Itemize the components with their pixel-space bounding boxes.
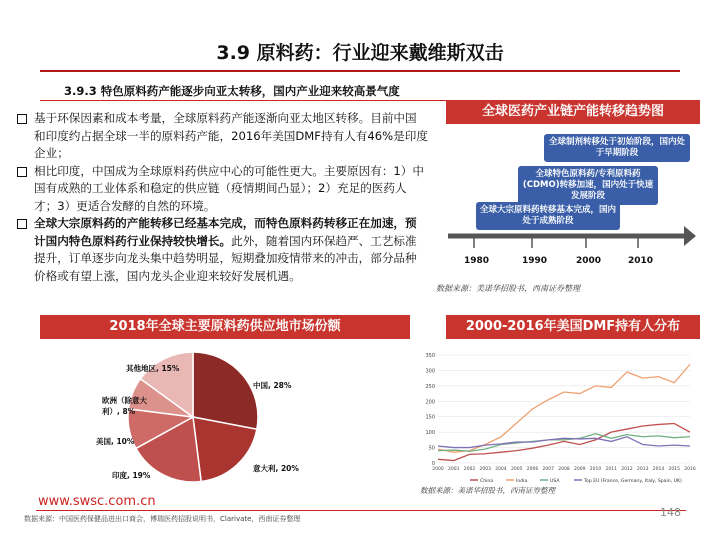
line-chart — [420, 345, 710, 495]
bullet-list — [16, 110, 428, 285]
bullet-item — [16, 110, 428, 163]
timeline-year: 2000 — [576, 256, 602, 266]
timeline-stage-box: 全球制剂转移处于初始阶段，国内处于早期阶段 — [544, 134, 690, 162]
y-tick-label: 100 — [425, 430, 435, 437]
x-tick-label: 2009 — [574, 467, 586, 472]
pie-slice — [193, 417, 257, 481]
pie-slice — [193, 352, 258, 429]
timeline-stage-box: 全球大宗原料药转移基本完成，国内处于成熟阶段 — [476, 202, 620, 230]
series-line — [438, 424, 690, 461]
timeline-year: 1980 — [464, 256, 490, 266]
subheading-divider — [40, 100, 460, 101]
x-tick-label: 2016 — [684, 467, 696, 472]
timeline-stage-box: 全球特色原料药/专利原料药(CDMO)转移加速，国内处于快速发展阶段 — [518, 166, 658, 205]
series-line — [438, 437, 690, 448]
section-subheading: 3.9.3 特色原料药产能逐步向亚太转移，国内产业迎来较高景气度 — [64, 84, 400, 98]
line-chart-banner: 2000-2016年美国DMF持有人分布 — [446, 315, 700, 339]
checkbox-bullet-icon — [17, 219, 27, 229]
y-tick-label: 150 — [425, 414, 435, 421]
legend-label: China — [480, 479, 494, 484]
pie-label: 中国, 28% — [253, 381, 292, 390]
legend-label: India — [516, 479, 528, 484]
series-line — [438, 364, 690, 452]
bullet-text: 基于环保因素和成本考量，全球原料药产能逐渐向亚太地区转移。目前中国和印度约占据全球一半的原料药产能，2016年美国DMF持有人有46%是印度企业； — [34, 111, 428, 160]
bullet-bold-text: 全球大宗原料药的产能转移已经基本完成，而特色原料药转移正在加速，预计国内特色原料药行业保持较快增长。 — [34, 216, 417, 248]
legend-label: USA — [550, 479, 560, 484]
x-tick-label: 2006 — [526, 467, 539, 472]
y-tick-label: 200 — [425, 399, 435, 406]
y-tick-label: 0 — [431, 461, 435, 467]
bullet-item — [16, 215, 428, 285]
x-tick-label: 2004 — [495, 467, 507, 472]
pie-label: 印度, 19% — [112, 471, 151, 480]
bullet-text: 此外，随着国内环保趋严、工艺标准提升，订单逐步向龙头集中趋势明显，短期叠加疫情带来的冲击，部分品种价格或有望上涨，国内龙头企业迎来较好发展机遇。 — [34, 233, 417, 283]
x-tick-label: 2003 — [479, 467, 491, 472]
x-tick-label: 2001 — [448, 467, 460, 472]
legend-label: Top EU (France, Germany, Italy, Spain, UK) — [584, 479, 682, 484]
y-tick-label: 50 — [428, 445, 435, 452]
pie-label: 利）, 8% — [102, 407, 136, 416]
x-tick-label: 2015 — [668, 467, 680, 472]
footer-divider — [36, 510, 686, 511]
x-tick-label: 2012 — [621, 467, 633, 472]
y-tick-label: 350 — [425, 353, 435, 359]
x-tick-label: 2000 — [432, 467, 444, 472]
x-tick-label: 2013 — [637, 467, 649, 472]
timeline-arrowhead-icon — [684, 226, 696, 246]
title-divider — [40, 70, 680, 72]
timeline-year: 1990 — [522, 256, 548, 266]
checkbox-bullet-icon — [17, 114, 27, 124]
x-tick-label: 2002 — [463, 467, 476, 472]
bullet-text: 相比印度，中国成为全球原料药供应中心的可能性更大。主要原因有：1）中国有成熟的工业体系和稳定的供应链（疫情期间凸显）；2）充足的医药人才；3）更适合发酵的自然的环境。 — [34, 163, 424, 213]
x-tick-label: 2011 — [605, 467, 617, 472]
page-number: 148 — [660, 506, 681, 519]
pie-label: 其他地区, 15% — [126, 364, 180, 373]
bullet-item — [16, 163, 428, 216]
pie-banner: 2018年全球主要原料药供应地市场份额 — [40, 315, 410, 339]
pie-label: 意大利, 20% — [253, 464, 299, 473]
pie-label: 欧洲（除意大 — [102, 396, 147, 405]
x-tick-label: 2008 — [558, 467, 570, 472]
page-title: 3.9 原料药：行业迎来戴维斯双击 — [216, 42, 504, 64]
y-tick-label: 300 — [425, 368, 435, 375]
y-tick-label: 250 — [425, 383, 435, 390]
checkbox-bullet-icon — [17, 167, 27, 177]
chart-source: 数据来源：美诺华招股书，西南证券整理 — [420, 486, 555, 495]
x-tick-label: 2007 — [542, 467, 554, 472]
timeline-source: 数据来源：美诺华招股书，西南证券整理 — [436, 284, 580, 293]
timeline-banner: 全球医药产业链产能转移趋势图 — [446, 100, 700, 124]
x-tick-label: 2005 — [511, 467, 523, 472]
x-tick-label: 2010 — [589, 467, 602, 472]
timeline-year: 2010 — [628, 256, 654, 266]
footer-source: 数据来源：中国医药保健品进出口商会，博瑞医药招股说明书，Clarivate，西南证券整理 — [24, 515, 301, 523]
timeline-year-labels — [446, 256, 700, 270]
x-tick-label: 2014 — [652, 467, 665, 472]
website-link[interactable]: www.swsc.com.cn — [38, 494, 156, 509]
pie-chart — [60, 345, 400, 490]
pie-label: 美国, 10% — [96, 437, 135, 446]
